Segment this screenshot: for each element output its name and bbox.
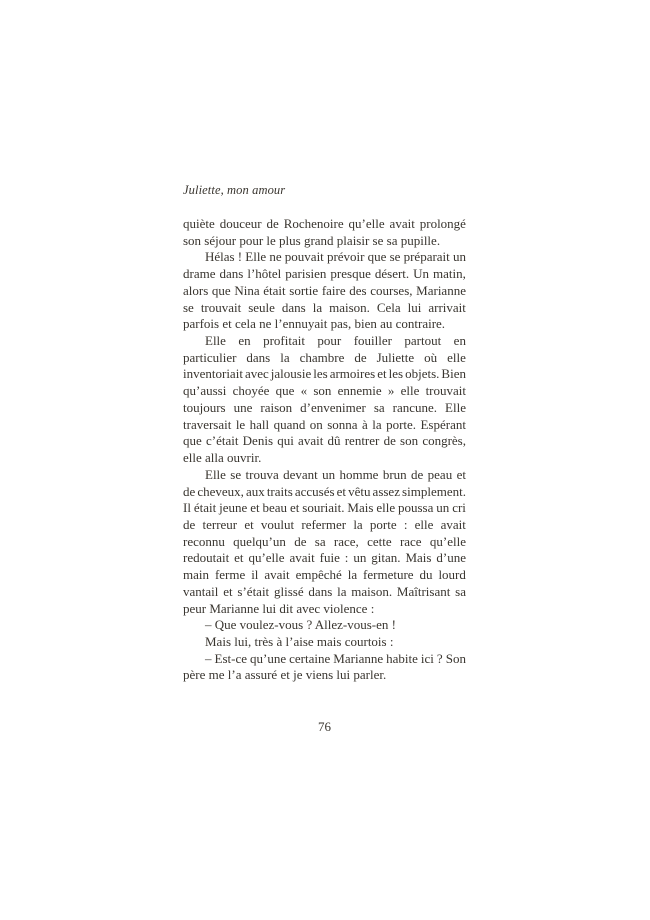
page-body [183,216,466,684]
text-line: de terreur et voulut refermer la porte : elle avait [183,516,466,532]
text-line: père me l’a assuré et je viens lui parler. [183,667,387,683]
text-line: que c’était Denis qui avait dû rentrer de son congrès, [183,433,466,449]
text-line: – Que voulez-vous ? Allez-vous-en ! [205,617,396,633]
page-number: 76 [318,719,331,734]
text-line: son séjour pour le plus grand plaisir se sa pupille. [183,232,441,248]
text-line: se trouvait seule dans la maison. Cela lui arrivait [183,299,466,315]
text-line: quiète douceur de Rochenoire qu’elle avait prolongé [183,216,466,231]
text-line: inventoriait avec jalousie les armoires et les objets. Bien [183,366,466,382]
text-line: Hélas ! Elle ne pouvait prévoir que se préparait un [205,249,466,265]
text-line: toujours une raison d’envenimer sa rancune. Elle [183,399,466,415]
text-line: – Est-ce qu’une certaine Marianne habite ici ? Son [205,650,466,666]
text-line: peur Marianne lui dit avec violence : [183,600,375,616]
text-line: Elle se trouva devant un homme brun de peau et [205,466,466,482]
text-line: reconnu quelqu’un de sa race, cette race qu’elle [183,533,466,549]
text-line: particulier dans la chambre de Juliette où elle [183,349,466,365]
text-line: alors que Nina était sortie faire des courses, Marianne [183,282,466,298]
text-line: de cheveux, aux traits accusés et vêtu assez simplement. [183,483,466,499]
text-line: Il était jeune et beau et souriait. Mais elle poussa un cri [183,500,466,516]
running-header: Juliette, mon amour [183,183,286,197]
text-line: main ferme il avait empêché la fermeture du lourd [183,567,466,583]
text-line: vantail et s’était glissé dans la maison. Maîtrisant sa [183,583,466,599]
text-line: qu’aussi choyée que « son ennemie » elle trouvait [183,383,466,399]
text-line: redoutait et qu’elle avait fuie : un gitan. Mais d’une [183,550,466,566]
text-line: drame dans l’hôtel parisien presque désert. Un matin, [183,266,466,282]
text-line: Elle en profitait pour fouiller partout en [205,333,466,349]
text-line: traversait le hall quand on sonna à la porte. Espérant [183,416,466,432]
text-line: elle alla ouvrir. [183,450,262,466]
text-line: Mais lui, très à l’aise mais courtois : [205,633,394,649]
text-line: parfois et cela ne l’ennuyait pas, bien au contraire. [183,316,446,332]
